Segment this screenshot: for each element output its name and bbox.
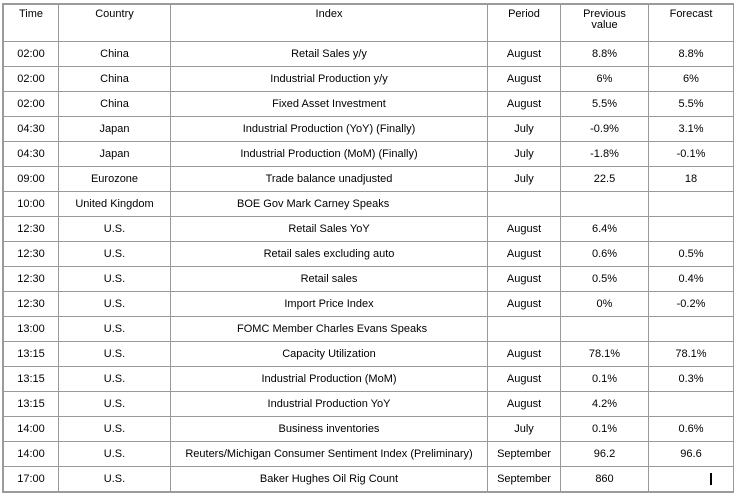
cell-forecast (649, 442, 734, 467)
time-value: 12:30 (17, 248, 45, 260)
cell-previous (561, 292, 649, 317)
index-value: Retail Sales YoY (288, 223, 370, 235)
previous-value: 0.5% (591, 273, 618, 285)
period-value: August (506, 348, 542, 360)
cell-index (171, 467, 488, 492)
time-value: 13:15 (17, 348, 45, 360)
period-value: August (506, 373, 542, 385)
cell-time (4, 367, 59, 392)
index-value: FOMC Member Charles Evans Speaks (237, 323, 428, 335)
table-row (4, 342, 734, 367)
cell-period (488, 67, 561, 92)
cell-previous (561, 317, 649, 342)
period-value: August (506, 398, 542, 410)
cell-previous (561, 367, 649, 392)
cell-forecast (649, 342, 734, 367)
cell-period (488, 42, 561, 67)
index-value: BOE Gov Mark Carney Speaks (237, 198, 390, 210)
index-value: Retail sales excluding auto (263, 248, 395, 260)
cell-index (171, 92, 488, 117)
time-value: 09:00 (17, 173, 45, 185)
forecast-value: 18 (684, 173, 698, 185)
table-row (4, 317, 734, 342)
header-country: Country (59, 5, 171, 42)
cell-time (4, 417, 59, 442)
cell-forecast (649, 167, 734, 192)
cell-forecast (649, 142, 734, 167)
cell-period (488, 317, 561, 342)
cell-country (59, 142, 171, 167)
previous-value: 8.8% (591, 48, 618, 60)
forecast-value: 3.1% (678, 123, 704, 135)
cell-previous (561, 342, 649, 367)
cell-period (488, 217, 561, 242)
table-row (4, 192, 734, 217)
time-value: 12:30 (17, 273, 45, 285)
header-previous-value: Previous value (561, 5, 649, 42)
table-body (4, 42, 734, 492)
cell-index (171, 392, 488, 417)
cell-index (171, 342, 488, 367)
cell-country (59, 467, 171, 492)
country-value: U.S. (103, 298, 126, 310)
cell-index (171, 142, 488, 167)
cell-country (59, 92, 171, 117)
text-cursor-icon (710, 473, 712, 485)
cell-time (4, 142, 59, 167)
cell-time (4, 92, 59, 117)
cell-period (488, 467, 561, 492)
table-row (4, 392, 734, 417)
time-value: 02:00 (17, 73, 45, 85)
cell-country (59, 192, 171, 217)
cell-period (488, 417, 561, 442)
country-value: U.S. (103, 273, 126, 285)
forecast-value: 0.5% (678, 248, 704, 260)
period-value: July (514, 173, 534, 185)
cell-country (59, 117, 171, 142)
cell-time (4, 267, 59, 292)
table-row (4, 142, 734, 167)
table-row (4, 67, 734, 92)
cell-country (59, 292, 171, 317)
index-value: Import Price Index (284, 298, 374, 310)
cell-country (59, 367, 171, 392)
forecast-value: 8.8% (678, 48, 704, 60)
cell-index (171, 267, 488, 292)
cell-time (4, 317, 59, 342)
cell-forecast (649, 217, 734, 242)
cell-previous (561, 42, 649, 67)
cell-country (59, 417, 171, 442)
time-value: 14:00 (17, 423, 45, 435)
previous-value: 96.2 (593, 448, 616, 460)
cell-previous (561, 217, 649, 242)
period-value: August (506, 98, 542, 110)
cell-forecast (649, 267, 734, 292)
table-row (4, 367, 734, 392)
cell-forecast (649, 67, 734, 92)
period-value: July (514, 423, 534, 435)
cell-time (4, 292, 59, 317)
header-forecast: Forecast (649, 5, 734, 42)
cell-period (488, 167, 561, 192)
period-value: August (506, 48, 542, 60)
previous-value: 6% (596, 73, 613, 85)
previous-value: 0.1% (591, 423, 618, 435)
cell-period (488, 442, 561, 467)
cell-period (488, 117, 561, 142)
cell-time (4, 467, 59, 492)
country-value: U.S. (103, 323, 126, 335)
country-value: China (100, 98, 129, 110)
cell-previous (561, 267, 649, 292)
table-row (4, 217, 734, 242)
country-value: U.S. (103, 248, 126, 260)
cell-country (59, 217, 171, 242)
time-value: 10:00 (17, 198, 45, 210)
cell-period (488, 292, 561, 317)
index-value: Industrial Production (YoY) (Finally) (242, 123, 416, 135)
index-value: Business inventories (278, 423, 380, 435)
period-value: August (506, 298, 542, 310)
table-row (4, 267, 734, 292)
country-value: China (100, 73, 129, 85)
cell-country (59, 42, 171, 67)
cell-time (4, 42, 59, 67)
cell-previous (561, 142, 649, 167)
header-row (4, 5, 734, 42)
period-value: July (514, 148, 534, 160)
table-row (4, 292, 734, 317)
cell-index (171, 217, 488, 242)
cell-time (4, 217, 59, 242)
table-row (4, 117, 734, 142)
period-value: August (506, 248, 542, 260)
cell-forecast (649, 242, 734, 267)
index-value: Retail Sales y/y (291, 48, 367, 60)
index-value: Capacity Utilization (282, 348, 376, 360)
cell-period (488, 367, 561, 392)
cell-index (171, 442, 488, 467)
index-value: Retail sales (300, 273, 358, 285)
forecast-value: 0.6% (678, 423, 704, 435)
country-value: China (100, 48, 129, 60)
forecast-value: 96.6 (680, 448, 702, 460)
forecast-value: 0.4% (678, 273, 704, 285)
cell-index (171, 242, 488, 267)
country-value: U.S. (103, 473, 126, 485)
time-value: 13:15 (17, 398, 45, 410)
country-value: U.S. (103, 423, 126, 435)
cell-country (59, 242, 171, 267)
previous-value: 78.1% (588, 348, 621, 360)
cell-index (171, 292, 488, 317)
period-value: September (497, 448, 551, 460)
time-value: 02:00 (17, 98, 45, 110)
forecast-value: 5.5% (678, 98, 704, 110)
cell-period (488, 392, 561, 417)
cell-forecast (649, 117, 734, 142)
cell-period (488, 192, 561, 217)
time-value: 13:15 (17, 373, 45, 385)
cell-index (171, 167, 488, 192)
cell-period (488, 267, 561, 292)
previous-value: 860 (595, 473, 614, 485)
country-value: Japan (99, 123, 130, 135)
cell-country (59, 67, 171, 92)
index-value: Industrial Production (MoM) (261, 373, 397, 385)
cell-forecast (649, 367, 734, 392)
header-time: Time (4, 5, 59, 42)
time-value: 12:30 (17, 223, 45, 235)
cell-forecast (649, 292, 734, 317)
cell-period (488, 142, 561, 167)
period-value: September (497, 473, 551, 485)
cell-period (488, 342, 561, 367)
cell-previous (561, 392, 649, 417)
cell-forecast (649, 42, 734, 67)
country-value: U.S. (103, 373, 126, 385)
cell-country (59, 167, 171, 192)
time-value: 14:00 (17, 448, 45, 460)
country-value: U.S. (103, 223, 126, 235)
previous-value: 6.4% (591, 223, 618, 235)
time-value: 04:30 (17, 123, 45, 135)
table-row (4, 442, 734, 467)
cell-time (4, 342, 59, 367)
cell-forecast (649, 467, 734, 492)
cell-time (4, 242, 59, 267)
header-period: Period (488, 5, 561, 42)
country-value: Eurozone (90, 173, 139, 185)
table-row (4, 417, 734, 442)
country-value: Japan (99, 148, 130, 160)
table-row (4, 92, 734, 117)
cell-index (171, 67, 488, 92)
cell-previous (561, 192, 649, 217)
cell-index (171, 117, 488, 142)
period-value: July (514, 123, 534, 135)
cell-previous (561, 117, 649, 142)
cell-previous (561, 92, 649, 117)
cell-index (171, 367, 488, 392)
cell-period (488, 242, 561, 267)
previous-value: 0% (596, 298, 613, 310)
period-value: August (506, 223, 542, 235)
forecast-value: -0.1% (676, 148, 706, 160)
previous-value: 4.2% (591, 398, 618, 410)
time-value: 12:30 (17, 298, 45, 310)
cell-previous (561, 67, 649, 92)
country-value: United Kingdom (75, 198, 154, 210)
time-value: 13:00 (17, 323, 45, 335)
cell-forecast (649, 192, 734, 217)
index-value: Industrial Production YoY (267, 398, 391, 410)
index-value: Reuters/Michigan Consumer Sentiment Index (Preliminary) (185, 448, 473, 460)
cell-forecast (649, 92, 734, 117)
time-value: 04:30 (17, 148, 45, 160)
cell-previous (561, 167, 649, 192)
index-value: Baker Hughes Oil Rig Count (259, 473, 399, 485)
index-value: Trade balance unadjusted (265, 173, 393, 185)
table-row (4, 467, 734, 492)
cell-country (59, 392, 171, 417)
cell-index (171, 42, 488, 67)
economic-calendar-table (3, 4, 734, 492)
cell-forecast (649, 392, 734, 417)
cell-time (4, 192, 59, 217)
cell-period (488, 92, 561, 117)
cell-forecast (649, 417, 734, 442)
economic-calendar-table-container (2, 3, 734, 493)
cell-index (171, 417, 488, 442)
forecast-value: 78.1% (675, 348, 707, 360)
previous-value: 0.6% (591, 248, 618, 260)
previous-value: 22.5 (593, 173, 616, 185)
cell-forecast (649, 317, 734, 342)
table-row (4, 167, 734, 192)
header-index: Index (171, 5, 488, 42)
cell-index (171, 192, 488, 217)
country-value: U.S. (103, 398, 126, 410)
index-value: Industrial Production (MoM) (Finally) (240, 148, 418, 160)
forecast-value: 6% (683, 73, 699, 85)
cell-previous (561, 467, 649, 492)
cell-country (59, 442, 171, 467)
time-value: 02:00 (17, 48, 45, 60)
previous-value: 0.1% (591, 373, 618, 385)
cell-previous (561, 442, 649, 467)
country-value: U.S. (103, 448, 126, 460)
index-value: Industrial Production y/y (270, 73, 388, 85)
cell-index (171, 317, 488, 342)
index-value: Fixed Asset Investment (272, 98, 386, 110)
cell-time (4, 442, 59, 467)
previous-value: -1.8% (590, 148, 619, 160)
time-value: 17:00 (17, 473, 45, 485)
cell-time (4, 167, 59, 192)
cell-previous (561, 242, 649, 267)
cell-previous (561, 417, 649, 442)
period-value: August (506, 73, 542, 85)
cell-country (59, 267, 171, 292)
cell-time (4, 117, 59, 142)
previous-value: -0.9% (590, 123, 619, 135)
cell-country (59, 317, 171, 342)
cell-country (59, 342, 171, 367)
period-value: August (506, 273, 542, 285)
table-row (4, 42, 734, 67)
cell-time (4, 392, 59, 417)
forecast-value: -0.2% (676, 298, 706, 310)
table-row (4, 242, 734, 267)
forecast-value: 0.3% (678, 373, 704, 385)
previous-value: 5.5% (591, 98, 618, 110)
country-value: U.S. (103, 348, 126, 360)
cell-time (4, 67, 59, 92)
